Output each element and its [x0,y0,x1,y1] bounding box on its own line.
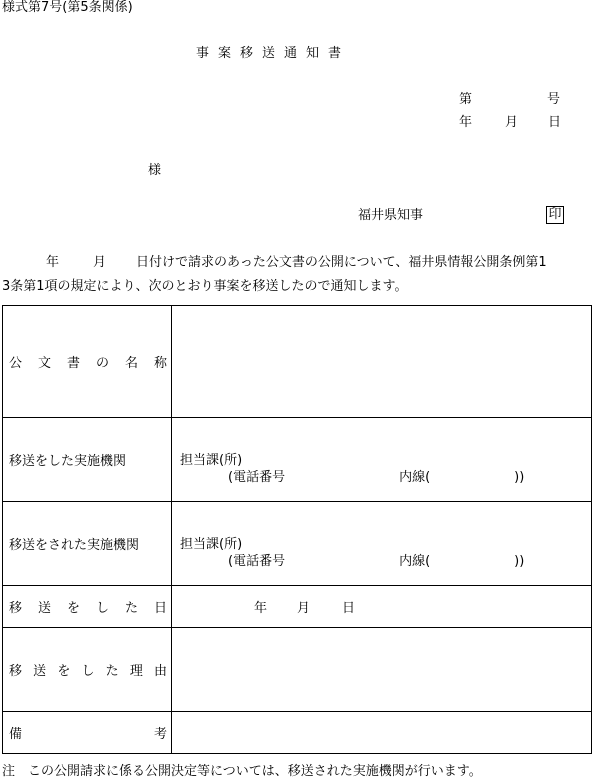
transfer-reason-field[interactable] [172,628,592,712]
issue-date-day: 日 [548,115,562,130]
row-label-transfer-reason: 移送をした理由 [3,628,172,712]
transfer-date-field[interactable] [172,586,592,628]
intro-year: 年 [46,255,60,270]
intro-line-1 [46,255,547,271]
remarks-field[interactable] [172,712,592,754]
row-label-transferring-agency: 移送をした実施機関 [3,418,172,502]
document-number-suffix: 号 [547,92,561,107]
intro-month: 月 [93,255,107,270]
receiving-agency-field[interactable] [172,502,592,586]
footnote: 注 この公開請求に係る公開決定等については、移送された実施機関が行います。 [2,764,482,779]
sender-name: 福井県知事 [358,208,424,223]
transferring-agency-dept-label: 担当課(所) [180,452,243,468]
document-number-prefix: 第 [459,92,473,107]
seal-box: 印 [546,206,564,224]
row-label-remarks: 備考 [3,712,172,754]
receiving-agency-dept-label: 担当課(所) [180,536,243,552]
table-row [3,502,592,586]
recipient-honorific: 様 [148,163,162,178]
form-number: 様式第7号(第5条関係) [2,0,133,15]
intro-line-2: 3条第1項の規定により、次のとおり事案を移送したので通知します。 [2,279,408,294]
receiving-agency-phone-line [180,553,591,570]
document-name-field[interactable] [172,306,592,418]
row-label-document-name: 公文書の名称 [3,306,172,418]
phone-label: (電話番号 [228,469,286,485]
table-row [3,628,592,712]
table-row [3,586,592,628]
transfer-date-year: 年 [254,601,268,616]
extension-close: )) [514,469,525,485]
table-row [3,418,592,502]
transferring-agency-phone-line [180,469,591,486]
issue-date-month: 月 [505,115,519,130]
transferring-agency-field[interactable] [172,418,592,502]
extension-label: 内線( [399,553,431,569]
row-label-receiving-agency: 移送をされた実施機関 [3,502,172,586]
extension-label: 内線( [399,469,431,485]
transfer-date-day: 日 [342,601,356,616]
table-row [3,306,592,418]
transfer-date-month: 月 [297,601,311,616]
transfer-details-table [2,305,592,754]
row-label-transfer-date: 移送をした日 [3,586,172,628]
issue-date-year: 年 [459,115,473,130]
phone-label: (電話番号 [228,553,286,569]
table-row [3,712,592,754]
document-title: 事案移送通知書 [196,46,351,61]
extension-close: )) [514,553,525,569]
intro-line-1-text: 日付けで請求のあった公文書の公開について、福井県情報公開条例第1 [136,255,547,270]
